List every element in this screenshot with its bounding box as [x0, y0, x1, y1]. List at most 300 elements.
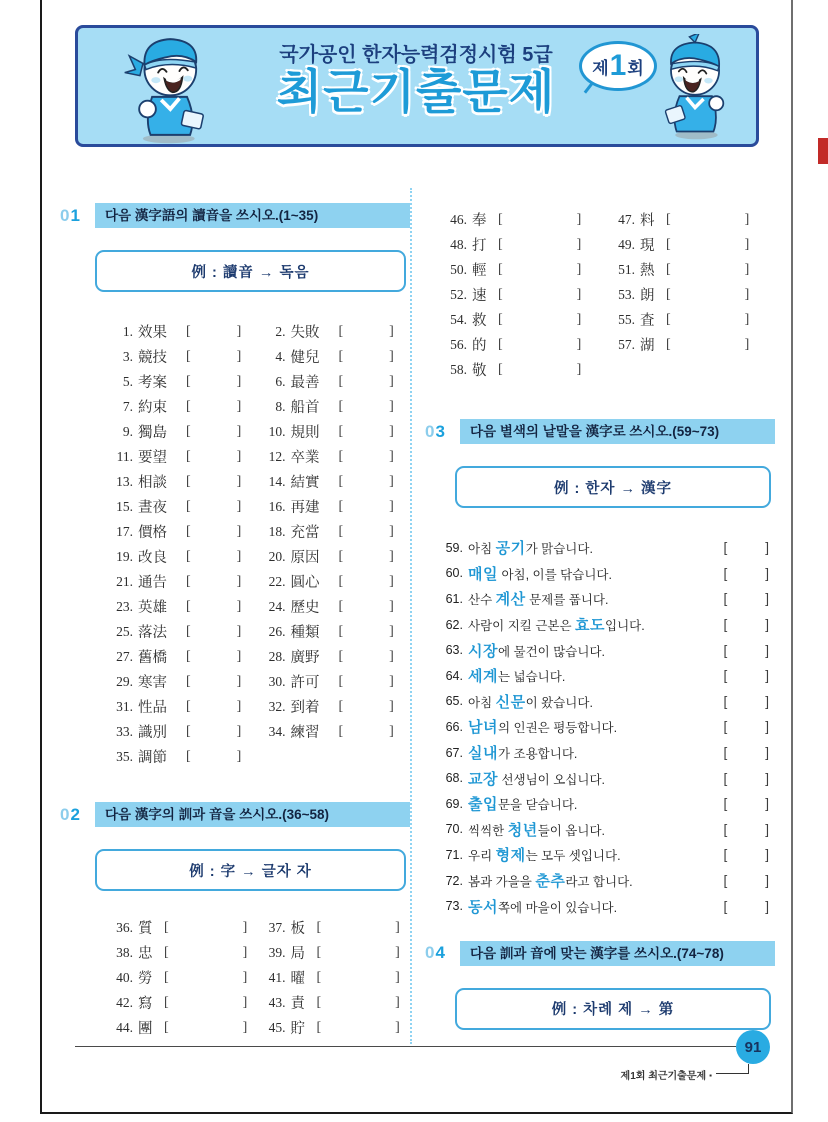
sentence-text: 시장에 물건이 많습니다. [468, 642, 606, 660]
section-number-digit: 0 [60, 205, 71, 225]
answer-brackets [317, 995, 400, 1011]
question-hanja: 圓心 [290, 575, 320, 591]
answer-brackets [164, 970, 247, 986]
bracket-open: [ [338, 398, 344, 414]
answer-brackets [164, 995, 247, 1011]
answer-brackets [723, 745, 769, 760]
bracket-close: ] [395, 1019, 400, 1035]
bracket-open: [ [186, 723, 191, 739]
answer-blank [191, 474, 237, 490]
bracket-close: ] [389, 723, 394, 739]
section-4-header [425, 941, 775, 966]
sentence-text: 봄과 가을을 춘추라고 합니다. [468, 873, 633, 891]
question-number: 17. [116, 523, 133, 539]
question-number: 41. [268, 969, 286, 985]
answer-brackets [339, 599, 394, 615]
answer-brackets [186, 574, 241, 590]
question-number: 2. [275, 323, 286, 339]
bracket-open: [ [666, 286, 671, 302]
bracket-open: [ [338, 573, 344, 589]
question-item [439, 332, 607, 357]
bracket-open: [ [723, 821, 728, 837]
question-number: 29. [116, 673, 133, 689]
question-hanja: 熱 [640, 263, 655, 279]
section-2-title: 다음 漢字의 訓과 音을 쓰시오.(36~58) [95, 802, 410, 827]
question-item [105, 469, 258, 494]
bracket-close: ] [236, 573, 242, 589]
question-number: 14. [268, 473, 286, 489]
question-item [439, 282, 607, 307]
question-hanja: 廣野 [290, 650, 320, 666]
bracket-open: [ [316, 1019, 322, 1035]
answer-brackets [186, 474, 241, 490]
bracket-close: ] [236, 698, 242, 714]
question-number: 36. [116, 919, 133, 935]
bracket-open: [ [164, 994, 169, 1010]
highlighted-word: 청년 [507, 821, 538, 839]
bracket-close: ] [576, 211, 582, 227]
answer-blank [343, 574, 389, 590]
answer-brackets [186, 374, 241, 390]
question-item [439, 257, 607, 282]
question-number: 21. [116, 573, 133, 589]
answer-blank [321, 920, 395, 936]
question-item [105, 940, 258, 965]
question-item [258, 544, 411, 569]
answer-brackets [164, 920, 247, 936]
question-hanja: 寒害 [138, 675, 167, 691]
bracket-open: [ [186, 498, 191, 514]
section-4-example-box: 例 : 차례 제 → 第 [455, 988, 771, 1030]
bracket-open: [ [164, 969, 169, 985]
answer-brackets [723, 847, 769, 862]
bracket-close: ] [765, 642, 769, 658]
question-number: 23. [116, 598, 133, 614]
bracket-close: ] [242, 919, 248, 935]
bracket-open: [ [498, 236, 503, 252]
question-number: 20. [268, 548, 286, 564]
bracket-open: [ [498, 286, 503, 302]
question-number: 45. [268, 1019, 286, 1035]
sentence-item [437, 663, 775, 689]
bracket-close: ] [576, 361, 582, 377]
footer-label-text: 제1회 최근기출문제 [620, 1071, 707, 1082]
question-number: 31. [116, 698, 133, 714]
highlighted-word: 교장 [468, 770, 498, 788]
bracket-open: [ [338, 473, 344, 489]
answer-brackets [498, 212, 581, 228]
answer-brackets [164, 945, 247, 961]
bracket-open: [ [186, 373, 191, 389]
question-item [105, 519, 258, 544]
question-hanja: 失敗 [290, 325, 320, 341]
bracket-close: ] [389, 323, 394, 339]
answer-brackets [339, 424, 394, 440]
highlighted-word: 시장 [468, 642, 498, 660]
bracket-close: ] [389, 423, 394, 439]
answer-brackets [498, 287, 581, 303]
bracket-close: ] [576, 336, 582, 352]
question-item [439, 232, 607, 257]
answer-brackets [723, 822, 769, 837]
page-title: 최근기출문제 [276, 65, 556, 118]
answer-blank [191, 549, 237, 565]
question-hanja: 局 [290, 946, 305, 962]
question-hanja: 約束 [138, 400, 167, 416]
question-number: 13. [116, 473, 133, 489]
bracket-close: ] [765, 873, 769, 889]
answer-brackets [164, 1020, 247, 1036]
question-item [105, 1015, 258, 1040]
question-hanja: 板 [290, 921, 305, 937]
question-number: 19. [116, 548, 133, 564]
bracket-close: ] [236, 723, 242, 739]
question-item [105, 569, 258, 594]
answer-blank [169, 1020, 243, 1036]
answer-brackets [723, 643, 769, 658]
question-hanja: 勞 [138, 971, 153, 987]
answer-brackets [339, 324, 394, 340]
question-item [258, 344, 411, 369]
question-number: 1. [122, 323, 133, 339]
highlighted-word: 형제 [495, 847, 526, 865]
question-item [105, 344, 258, 369]
sentence-text: 씩씩한 청년들이 옵니다. [468, 821, 606, 839]
section-number-digit: 3 [435, 421, 446, 441]
answer-blank [191, 674, 237, 690]
answer-brackets [186, 699, 241, 715]
bracket-close: ] [744, 236, 750, 252]
answer-blank [727, 617, 765, 632]
question-item [105, 965, 258, 990]
question-hanja: 卒業 [290, 450, 320, 466]
answer-brackets [186, 449, 241, 465]
question-list-46-58 [439, 207, 775, 382]
question-hanja: 效果 [138, 325, 167, 341]
section-4-title: 다음 訓과 音에 맞는 漢字를 쓰시오.(74~78) [460, 941, 775, 966]
bracket-close: ] [765, 540, 769, 556]
answer-brackets [723, 796, 769, 811]
answer-blank [191, 324, 237, 340]
question-number: 63. [445, 643, 463, 658]
bracket-close: ] [389, 648, 394, 664]
section-1-number [60, 206, 95, 226]
question-item [258, 319, 411, 344]
section-1-example-box: 例 : 讀音 → 독음 [95, 250, 406, 292]
answer-brackets [339, 574, 394, 590]
bracket-close: ] [236, 648, 242, 664]
answer-blank [343, 499, 389, 515]
bracket-close: ] [242, 1019, 248, 1035]
question-hanja: 舊橋 [138, 650, 167, 666]
question-hanja: 救 [472, 313, 487, 329]
answer-blank [343, 474, 389, 490]
answer-blank [503, 212, 577, 228]
question-hanja: 原因 [290, 550, 320, 566]
question-number: 71. [445, 847, 463, 862]
answer-brackets [723, 617, 769, 632]
answer-brackets [317, 945, 400, 961]
bracket-close: ] [765, 847, 769, 863]
answer-blank [727, 873, 765, 888]
question-hanja: 晝夜 [138, 500, 167, 516]
question-number: 11. [116, 448, 133, 464]
question-number: 39. [268, 944, 286, 960]
sentence-item [437, 740, 775, 766]
right-column [425, 195, 775, 1030]
answer-blank [503, 262, 577, 278]
question-number: 46. [450, 211, 467, 227]
bracket-close: ] [765, 719, 769, 735]
question-number: 6. [275, 373, 286, 389]
section-2-number [60, 805, 95, 825]
answer-brackets [186, 624, 241, 640]
question-number: 51. [618, 261, 635, 277]
bracket-close: ] [576, 261, 582, 277]
question-hanja: 最善 [290, 375, 320, 391]
question-item [105, 394, 258, 419]
bracket-close: ] [236, 623, 242, 639]
section-1-header [60, 203, 410, 228]
question-hanja: 許可 [290, 675, 320, 691]
question-number: 64. [445, 668, 463, 683]
question-hanja: 忠 [138, 946, 153, 962]
answer-brackets [186, 324, 241, 340]
question-hanja: 湖 [640, 338, 655, 354]
sentence-item [437, 689, 775, 715]
answer-brackets [186, 749, 241, 765]
footer-connector-line [716, 1064, 749, 1074]
question-number: 68. [445, 771, 463, 786]
question-hanja: 輕 [472, 263, 487, 279]
sentence-text: 사람이 지킬 근본은 효도입니다. [468, 617, 645, 635]
question-number: 58. [450, 361, 467, 377]
question-hanja: 調節 [138, 750, 167, 766]
bracket-close: ] [389, 373, 394, 389]
answer-blank [321, 945, 395, 961]
question-hanja: 改良 [138, 550, 167, 566]
question-hanja: 健兒 [290, 350, 320, 366]
sentence-text: 아침 공기가 맑습니다. [468, 540, 593, 558]
question-hanja: 獨島 [138, 425, 167, 441]
answer-brackets [339, 399, 394, 415]
answer-blank [727, 566, 765, 581]
question-hanja: 奉 [472, 213, 487, 229]
answer-blank [727, 822, 765, 837]
question-item [105, 544, 258, 569]
answer-brackets [186, 349, 241, 365]
answer-blank [321, 1020, 395, 1036]
highlighted-word: 공기 [495, 540, 526, 558]
page-number-badge: 91 [736, 1030, 770, 1064]
answer-brackets [317, 970, 400, 986]
bracket-close: ] [395, 994, 400, 1010]
question-item [258, 419, 411, 444]
question-hanja: 英雄 [138, 600, 167, 616]
question-number: 9. [122, 423, 133, 439]
question-hanja: 朗 [640, 288, 655, 304]
question-hanja: 査 [640, 313, 655, 329]
answer-blank [343, 724, 389, 740]
answer-blank [191, 449, 237, 465]
bracket-open: [ [498, 336, 503, 352]
sentence-text: 교장 선생님이 오십니다. [468, 770, 606, 788]
answer-blank [727, 591, 765, 606]
question-item [105, 419, 258, 444]
highlighted-word: 실내 [468, 745, 498, 763]
section-2-header [60, 802, 410, 827]
bracket-close: ] [236, 598, 242, 614]
answer-brackets [666, 337, 749, 353]
answer-blank [343, 624, 389, 640]
question-list-36-45 [105, 915, 410, 1040]
question-hanja: 船首 [290, 400, 320, 416]
question-item [607, 307, 775, 332]
badge-suf: 회 [627, 58, 644, 78]
answer-blank [671, 287, 745, 303]
bracket-open: [ [666, 236, 671, 252]
bracket-close: ] [236, 323, 242, 339]
bracket-open: [ [338, 623, 344, 639]
section-number-digit: 0 [425, 421, 436, 441]
answer-blank [191, 399, 237, 415]
question-item [105, 644, 258, 669]
section-3-title: 다음 별색의 낱말을 漢字로 쓰시오.(59~73) [460, 419, 775, 444]
bracket-close: ] [242, 969, 248, 985]
footer-label [440, 1067, 712, 1082]
bracket-open: [ [338, 598, 344, 614]
bracket-open: [ [338, 648, 344, 664]
question-number: 30. [268, 673, 286, 689]
question-item [105, 669, 258, 694]
question-hanja: 識別 [138, 725, 167, 741]
answer-blank [503, 237, 577, 253]
question-item [258, 644, 411, 669]
answer-brackets [339, 449, 394, 465]
answer-blank [503, 287, 577, 303]
question-hanja: 性品 [138, 700, 167, 716]
question-hanja: 的 [472, 338, 487, 354]
bracket-open: [ [186, 648, 191, 664]
question-item [105, 694, 258, 719]
highlighted-word: 동서 [468, 898, 498, 916]
bracket-close: ] [744, 211, 750, 227]
answer-brackets [498, 262, 581, 278]
bracket-open: [ [186, 598, 191, 614]
round-number-badge [579, 41, 657, 91]
question-number: 60. [445, 566, 463, 581]
bracket-open: [ [498, 261, 503, 277]
answer-blank [671, 312, 745, 328]
answer-brackets [339, 474, 394, 490]
bracket-close: ] [576, 311, 582, 327]
bracket-open: [ [498, 361, 503, 377]
bracket-open: [ [723, 591, 728, 607]
question-item [258, 694, 411, 719]
question-item [258, 719, 411, 744]
question-number: 59. [445, 540, 463, 555]
answer-blank [727, 668, 765, 683]
question-number: 34. [268, 723, 286, 739]
question-item [439, 357, 607, 382]
banner [75, 25, 759, 147]
section-3-number [425, 422, 460, 442]
question-item [258, 569, 411, 594]
question-item [105, 990, 258, 1015]
question-number: 42. [116, 994, 133, 1010]
question-item [105, 719, 258, 744]
sentence-item [437, 612, 775, 638]
section-number-digit: 0 [60, 804, 71, 824]
bracket-close: ] [765, 898, 769, 914]
question-hanja: 寫 [138, 996, 153, 1012]
highlighted-word: 계산 [495, 591, 526, 609]
answer-brackets [339, 499, 394, 515]
answer-blank [671, 237, 745, 253]
question-hanja: 貯 [290, 1021, 305, 1037]
sentence-text: 동서쪽에 마을이 있습니다. [468, 898, 618, 916]
answer-brackets [339, 349, 394, 365]
bracket-close: ] [765, 617, 769, 633]
answer-brackets [317, 1020, 400, 1036]
bracket-open: [ [338, 548, 344, 564]
question-item [105, 444, 258, 469]
question-item [105, 594, 258, 619]
question-number: 62. [445, 617, 463, 632]
bracket-close: ] [765, 821, 769, 837]
question-number: 69. [445, 796, 463, 811]
question-number: 67. [445, 745, 463, 760]
question-number: 61. [445, 591, 463, 606]
question-number: 4. [275, 348, 286, 364]
bracket-open: [ [723, 617, 728, 633]
bracket-close: ] [389, 698, 394, 714]
answer-blank [503, 337, 577, 353]
bracket-open: [ [723, 642, 728, 658]
question-number: 33. [116, 723, 133, 739]
question-number: 28. [268, 648, 286, 664]
section-3-header [425, 419, 775, 444]
bracket-open: [ [723, 873, 728, 889]
question-number: 37. [268, 919, 286, 935]
question-number: 72. [445, 873, 463, 888]
question-number: 24. [268, 598, 286, 614]
question-number: 22. [268, 573, 286, 589]
question-number: 16. [268, 498, 286, 514]
answer-brackets [723, 668, 769, 683]
question-number: 54. [450, 311, 467, 327]
bracket-open: [ [164, 919, 169, 935]
question-hanja: 再建 [290, 500, 320, 516]
question-number: 32. [268, 698, 286, 714]
bracket-close: ] [765, 591, 769, 607]
answer-blank [321, 970, 395, 986]
bracket-open: [ [666, 261, 671, 277]
highlighted-word: 효도 [575, 617, 606, 635]
answer-blank [503, 312, 577, 328]
answer-blank [727, 540, 765, 555]
question-number: 7. [122, 398, 133, 414]
section-number-digit: 4 [435, 943, 446, 963]
bracket-close: ] [236, 373, 242, 389]
question-item [439, 307, 607, 332]
answer-blank [343, 599, 389, 615]
question-item [258, 1015, 411, 1040]
highlighted-word: 신문 [495, 693, 526, 711]
bracket-open: [ [723, 847, 728, 863]
question-item [258, 669, 411, 694]
sentence-text: 출입문을 닫습니다. [468, 796, 578, 814]
